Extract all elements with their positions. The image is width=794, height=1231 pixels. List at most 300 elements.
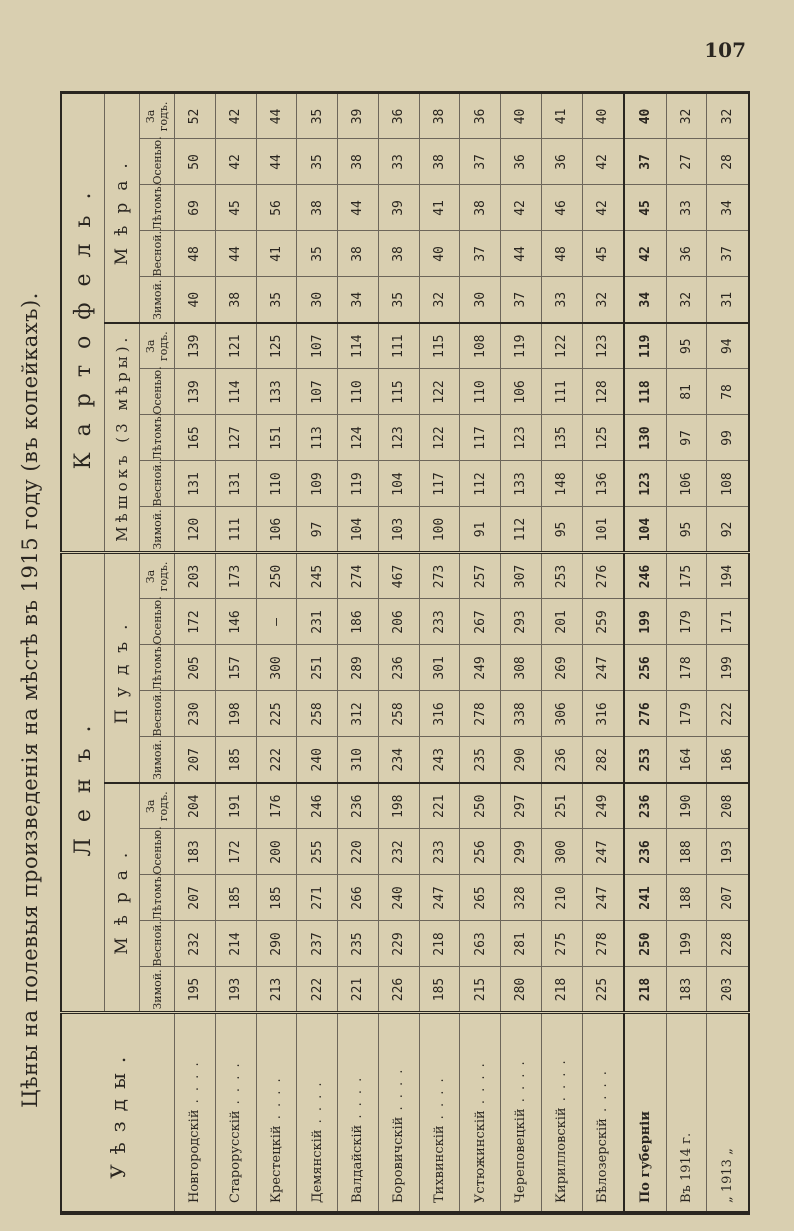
season-header: Лѣтомъ. xyxy=(140,415,175,461)
price-cell: 35 xyxy=(297,139,338,185)
price-cell: 106 xyxy=(256,507,297,553)
price-cell: 33 xyxy=(666,185,707,231)
price-cell: 193 xyxy=(707,829,749,875)
price-cell: 206 xyxy=(378,599,419,645)
price-cell: 35 xyxy=(297,231,338,277)
price-cell: 131 xyxy=(215,461,256,507)
price-cell: 269 xyxy=(541,645,582,691)
price-cell: 257 xyxy=(460,553,501,599)
price-cell: 255 xyxy=(297,829,338,875)
price-cell: 278 xyxy=(582,921,624,967)
price-cell: 38 xyxy=(419,139,460,185)
price-cell: 112 xyxy=(460,461,501,507)
season-header: Осенью. xyxy=(140,829,175,875)
price-cell: 186 xyxy=(338,599,379,645)
potato-mera-header: Мѣра. xyxy=(105,93,140,323)
flax-pud-header: Пудъ. xyxy=(105,553,140,783)
price-cell: 226 xyxy=(378,967,419,1013)
price-cell: 44 xyxy=(256,93,297,139)
price-cell: 247 xyxy=(582,875,624,921)
price-cell: 36 xyxy=(460,93,501,139)
price-cell: 188 xyxy=(666,875,707,921)
price-cell: 276 xyxy=(624,691,666,737)
season-header: Весной. xyxy=(140,461,175,507)
price-cell: 275 xyxy=(541,921,582,967)
price-cell: 32 xyxy=(666,277,707,323)
price-cell: 119 xyxy=(338,461,379,507)
price-cell: 178 xyxy=(666,645,707,691)
price-cell: 45 xyxy=(624,185,666,231)
price-cell: 37 xyxy=(460,139,501,185)
price-cell: 111 xyxy=(378,323,419,369)
price-cell: 278 xyxy=(460,691,501,737)
price-cell: 111 xyxy=(541,369,582,415)
price-cell: 195 xyxy=(175,967,216,1013)
price-cell: 205 xyxy=(175,645,216,691)
price-cell: 258 xyxy=(297,691,338,737)
price-cell: 199 xyxy=(666,921,707,967)
price-cell: 220 xyxy=(338,829,379,875)
price-cell: 222 xyxy=(297,967,338,1013)
price-cell: 103 xyxy=(378,507,419,553)
uezd-name: Кирилловскій . . . . xyxy=(541,1013,582,1213)
flax-header: Ленъ. xyxy=(61,553,105,1013)
table-row xyxy=(378,93,419,1213)
price-cell: 258 xyxy=(378,691,419,737)
uezd-name: Старорусскій . . . . xyxy=(215,1013,256,1213)
price-cell: 157 xyxy=(215,645,256,691)
price-cell: 33 xyxy=(541,277,582,323)
table-row xyxy=(297,93,338,1213)
price-cell: 131 xyxy=(175,461,216,507)
price-cell: 249 xyxy=(582,783,624,829)
price-cell: 218 xyxy=(541,967,582,1013)
price-cell: 176 xyxy=(256,783,297,829)
price-cell: 234 xyxy=(378,737,419,783)
season-header: Весной. xyxy=(140,691,175,737)
price-cell: 236 xyxy=(624,783,666,829)
price-cell: 253 xyxy=(541,553,582,599)
price-cell: 300 xyxy=(541,829,582,875)
season-header: Зимой. xyxy=(140,277,175,323)
price-cell: 467 xyxy=(378,553,419,599)
price-cell: 42 xyxy=(501,185,542,231)
price-cell: 28 xyxy=(707,139,749,185)
price-cell: 250 xyxy=(624,921,666,967)
uezd-name: Устюжинскій . . . . xyxy=(460,1013,501,1213)
price-cell: 50 xyxy=(175,139,216,185)
price-cell: 290 xyxy=(256,921,297,967)
price-cell: 32 xyxy=(666,93,707,139)
season-header: Весной. xyxy=(140,921,175,967)
price-cell: 122 xyxy=(419,415,460,461)
table-row xyxy=(707,93,749,1213)
price-cell: 280 xyxy=(501,967,542,1013)
price-cell: 41 xyxy=(541,93,582,139)
season-header: Зимой. xyxy=(140,507,175,553)
price-cell: 35 xyxy=(256,277,297,323)
price-cell: 251 xyxy=(297,645,338,691)
price-cell: 237 xyxy=(297,921,338,967)
price-cell: 175 xyxy=(666,553,707,599)
price-cell: 127 xyxy=(215,415,256,461)
price-cell: 267 xyxy=(460,599,501,645)
price-cell: 249 xyxy=(460,645,501,691)
price-cell: 30 xyxy=(460,277,501,323)
price-cell: 251 xyxy=(541,783,582,829)
price-cell: 185 xyxy=(419,967,460,1013)
price-cell: 210 xyxy=(541,875,582,921)
price-cell: 94 xyxy=(707,323,749,369)
price-cell: 109 xyxy=(297,461,338,507)
price-cell: 265 xyxy=(460,875,501,921)
price-cell: 229 xyxy=(378,921,419,967)
price-cell: 36 xyxy=(541,139,582,185)
price-cell: 119 xyxy=(501,323,542,369)
price-cell: 114 xyxy=(338,323,379,369)
price-cell: 40 xyxy=(175,277,216,323)
price-cell: 203 xyxy=(175,553,216,599)
price-cell: 207 xyxy=(707,875,749,921)
price-cell: 235 xyxy=(338,921,379,967)
price-cell: 263 xyxy=(460,921,501,967)
price-cell: 247 xyxy=(419,875,460,921)
season-header: Весной. xyxy=(140,231,175,277)
price-cell: 273 xyxy=(419,553,460,599)
price-cell: 338 xyxy=(501,691,542,737)
price-cell: 34 xyxy=(707,185,749,231)
price-cell: 306 xyxy=(541,691,582,737)
price-cell: 97 xyxy=(297,507,338,553)
price-cell: 179 xyxy=(666,599,707,645)
price-cell: 208 xyxy=(707,783,749,829)
uezd-name: Демянскій . . . . xyxy=(297,1013,338,1213)
price-cell: 118 xyxy=(624,369,666,415)
price-cell: 204 xyxy=(175,783,216,829)
table-row xyxy=(460,93,501,1213)
price-cell: 171 xyxy=(707,599,749,645)
price-cell: 32 xyxy=(707,93,749,139)
price-cell: 185 xyxy=(256,875,297,921)
price-cell: 185 xyxy=(215,737,256,783)
table-row xyxy=(215,93,256,1213)
uezd-name: По губерніи xyxy=(624,1013,666,1213)
price-cell: 104 xyxy=(624,507,666,553)
price-cell: 48 xyxy=(175,231,216,277)
table-row xyxy=(501,93,542,1213)
price-cell: 122 xyxy=(419,369,460,415)
season-header: Лѣтомъ. xyxy=(140,185,175,231)
price-cell: 299 xyxy=(501,829,542,875)
price-cell: 148 xyxy=(541,461,582,507)
season-header: Осенью. xyxy=(140,369,175,415)
price-cell: 37 xyxy=(501,277,542,323)
price-cell: 111 xyxy=(215,507,256,553)
price-cell: 297 xyxy=(501,783,542,829)
price-cell: 259 xyxy=(582,599,624,645)
price-cell: 300 xyxy=(256,645,297,691)
price-cell: 232 xyxy=(175,921,216,967)
price-cell: 133 xyxy=(256,369,297,415)
price-cell: 316 xyxy=(582,691,624,737)
price-cell: 246 xyxy=(624,553,666,599)
price-cell: 115 xyxy=(378,369,419,415)
price-cell: 231 xyxy=(297,599,338,645)
price-cell: 281 xyxy=(501,921,542,967)
price-cell: 37 xyxy=(707,231,749,277)
price-cell: 139 xyxy=(175,369,216,415)
table-row xyxy=(419,93,460,1213)
price-cell: 123 xyxy=(501,415,542,461)
page-title: Цѣны на полевыя произведенія на мѣстѣ въ 1915 году (въ копейкахъ). xyxy=(18,292,42,1108)
price-cell: 236 xyxy=(378,645,419,691)
price-cell: 173 xyxy=(215,553,256,599)
price-cell: 307 xyxy=(501,553,542,599)
price-cell: 30 xyxy=(297,277,338,323)
price-cell: 282 xyxy=(582,737,624,783)
price-cell: 38 xyxy=(378,231,419,277)
price-cell: 271 xyxy=(297,875,338,921)
price-cell: 221 xyxy=(419,783,460,829)
season-header: Зимой. xyxy=(140,967,175,1013)
price-table-container xyxy=(60,95,750,1215)
price-cell: 37 xyxy=(460,231,501,277)
price-cell: 95 xyxy=(666,507,707,553)
price-cell: 110 xyxy=(338,369,379,415)
price-cell: 199 xyxy=(624,599,666,645)
price-cell: 38 xyxy=(419,93,460,139)
price-cell: 190 xyxy=(666,783,707,829)
price-cell: 191 xyxy=(215,783,256,829)
price-cell: 185 xyxy=(215,875,256,921)
price-cell: 230 xyxy=(175,691,216,737)
price-cell: 69 xyxy=(175,185,216,231)
price-cell: 198 xyxy=(215,691,256,737)
price-cell: 245 xyxy=(297,553,338,599)
price-cell: 165 xyxy=(175,415,216,461)
season-header: За годъ. xyxy=(140,323,175,369)
uezd-name: Въ 1914 г. xyxy=(666,1013,707,1213)
price-cell: 38 xyxy=(338,139,379,185)
table-row xyxy=(624,93,666,1213)
price-cell: 124 xyxy=(338,415,379,461)
price-cell: 41 xyxy=(419,185,460,231)
price-cell: 133 xyxy=(501,461,542,507)
price-cell: 97 xyxy=(666,415,707,461)
price-cell: 246 xyxy=(297,783,338,829)
uezd-name: Новгородскій . . . . xyxy=(175,1013,216,1213)
price-cell: 36 xyxy=(378,93,419,139)
price-cell: 95 xyxy=(541,507,582,553)
price-cell: 40 xyxy=(582,93,624,139)
price-cell: 107 xyxy=(297,369,338,415)
price-cell: 225 xyxy=(582,967,624,1013)
price-cell: 106 xyxy=(501,369,542,415)
price-cell: 123 xyxy=(378,415,419,461)
price-cell: 38 xyxy=(297,185,338,231)
price-cell: 276 xyxy=(582,553,624,599)
price-cell: 179 xyxy=(666,691,707,737)
price-cell: 44 xyxy=(501,231,542,277)
price-cell: 122 xyxy=(541,323,582,369)
price-cell: 35 xyxy=(378,277,419,323)
price-cell: 215 xyxy=(460,967,501,1013)
price-cell: 42 xyxy=(582,185,624,231)
price-cell: 101 xyxy=(582,507,624,553)
price-cell: 236 xyxy=(624,829,666,875)
price-cell: 328 xyxy=(501,875,542,921)
price-cell: 289 xyxy=(338,645,379,691)
price-cell: 218 xyxy=(419,921,460,967)
price-cell: 243 xyxy=(419,737,460,783)
price-cell: 38 xyxy=(215,277,256,323)
price-cell: 136 xyxy=(582,461,624,507)
price-cell: 183 xyxy=(666,967,707,1013)
season-header: Лѣтомъ. xyxy=(140,645,175,691)
price-cell: 310 xyxy=(338,737,379,783)
price-cell: 236 xyxy=(541,737,582,783)
price-cell: 207 xyxy=(175,737,216,783)
price-cell: 120 xyxy=(175,507,216,553)
price-cell: 198 xyxy=(378,783,419,829)
table-row xyxy=(175,93,216,1213)
price-cell: 52 xyxy=(175,93,216,139)
price-cell: 290 xyxy=(501,737,542,783)
uezd-name: „ 1913 „ xyxy=(707,1013,749,1213)
page-number: 107 xyxy=(704,38,746,62)
price-cell: 42 xyxy=(624,231,666,277)
season-header: Лѣтомъ. xyxy=(140,875,175,921)
price-cell: 266 xyxy=(338,875,379,921)
price-cell: 107 xyxy=(297,323,338,369)
season-header: Осенью. xyxy=(140,599,175,645)
potato-header: Картофель. xyxy=(61,93,105,553)
price-cell: 91 xyxy=(460,507,501,553)
price-cell: 39 xyxy=(378,185,419,231)
price-cell: 106 xyxy=(666,461,707,507)
price-cell: 207 xyxy=(175,875,216,921)
price-cell: 40 xyxy=(419,231,460,277)
uezd-name: Бѣлозерскій . . . . xyxy=(582,1013,624,1213)
potato-meshok-header: Мѣшокъ (3 мѣры). xyxy=(105,323,140,553)
price-cell: 214 xyxy=(215,921,256,967)
price-cell: 44 xyxy=(256,139,297,185)
price-cell: 40 xyxy=(501,93,542,139)
season-header: Зимой. xyxy=(140,737,175,783)
price-cell: 128 xyxy=(582,369,624,415)
price-cell: 40 xyxy=(624,93,666,139)
price-cell: 123 xyxy=(624,461,666,507)
price-cell: 240 xyxy=(297,737,338,783)
price-cell: 188 xyxy=(666,829,707,875)
price-cell: 247 xyxy=(582,645,624,691)
price-cell: 183 xyxy=(175,829,216,875)
price-cell: 42 xyxy=(215,139,256,185)
price-cell: 123 xyxy=(582,323,624,369)
price-cell: 125 xyxy=(256,323,297,369)
price-cell: 236 xyxy=(338,783,379,829)
price-cell: 38 xyxy=(460,185,501,231)
price-cell: 81 xyxy=(666,369,707,415)
price-cell: 186 xyxy=(707,737,749,783)
table-row xyxy=(582,93,624,1213)
price-cell: 37 xyxy=(624,139,666,185)
price-cell: 104 xyxy=(378,461,419,507)
price-cell: 316 xyxy=(419,691,460,737)
price-cell: 233 xyxy=(419,829,460,875)
price-cell: 34 xyxy=(624,277,666,323)
price-cell: 151 xyxy=(256,415,297,461)
price-cell: 232 xyxy=(378,829,419,875)
uezd-name: Крестецкій . . . . xyxy=(256,1013,297,1213)
price-cell: 44 xyxy=(338,185,379,231)
price-cell: 108 xyxy=(460,323,501,369)
price-cell: 139 xyxy=(175,323,216,369)
season-header: За годъ. xyxy=(140,93,175,139)
price-cell: 36 xyxy=(666,231,707,277)
price-cell: 250 xyxy=(256,553,297,599)
price-cell: 130 xyxy=(624,415,666,461)
price-cell: 250 xyxy=(460,783,501,829)
price-cell: 308 xyxy=(501,645,542,691)
price-cell: 253 xyxy=(624,737,666,783)
price-cell: 104 xyxy=(338,507,379,553)
price-table xyxy=(60,91,750,1215)
price-cell: 110 xyxy=(460,369,501,415)
price-cell: 225 xyxy=(256,691,297,737)
price-cell: 32 xyxy=(419,277,460,323)
price-cell: 32 xyxy=(582,277,624,323)
price-cell: 193 xyxy=(215,967,256,1013)
price-cell: 27 xyxy=(666,139,707,185)
price-cell: 194 xyxy=(707,553,749,599)
price-cell: 247 xyxy=(582,829,624,875)
price-cell: 213 xyxy=(256,967,297,1013)
price-cell: 46 xyxy=(541,185,582,231)
price-cell: 44 xyxy=(215,231,256,277)
table-row xyxy=(338,93,379,1213)
uezd-name: Валдайскій . . . . xyxy=(338,1013,379,1213)
price-cell: 42 xyxy=(582,139,624,185)
price-cell: 203 xyxy=(707,967,749,1013)
price-cell: 45 xyxy=(582,231,624,277)
price-cell: 125 xyxy=(582,415,624,461)
table-row xyxy=(666,93,707,1213)
price-cell: 92 xyxy=(707,507,749,553)
price-cell: 56 xyxy=(256,185,297,231)
price-cell: 199 xyxy=(707,645,749,691)
price-cell: 78 xyxy=(707,369,749,415)
price-cell: 241 xyxy=(624,875,666,921)
price-cell: 114 xyxy=(215,369,256,415)
price-cell: 95 xyxy=(666,323,707,369)
price-cell: 100 xyxy=(419,507,460,553)
table-body xyxy=(175,93,750,1213)
flax-mera-header: Мѣра. xyxy=(105,783,140,1013)
price-cell: 172 xyxy=(175,599,216,645)
season-header: За годъ. xyxy=(140,783,175,829)
price-cell: 119 xyxy=(624,323,666,369)
price-cell: 135 xyxy=(541,415,582,461)
price-cell: 36 xyxy=(501,139,542,185)
price-cell: 110 xyxy=(256,461,297,507)
price-cell: 33 xyxy=(378,139,419,185)
price-cell: 200 xyxy=(256,829,297,875)
price-cell: 256 xyxy=(624,645,666,691)
price-cell: 34 xyxy=(338,277,379,323)
price-cell: 301 xyxy=(419,645,460,691)
price-cell: 113 xyxy=(297,415,338,461)
